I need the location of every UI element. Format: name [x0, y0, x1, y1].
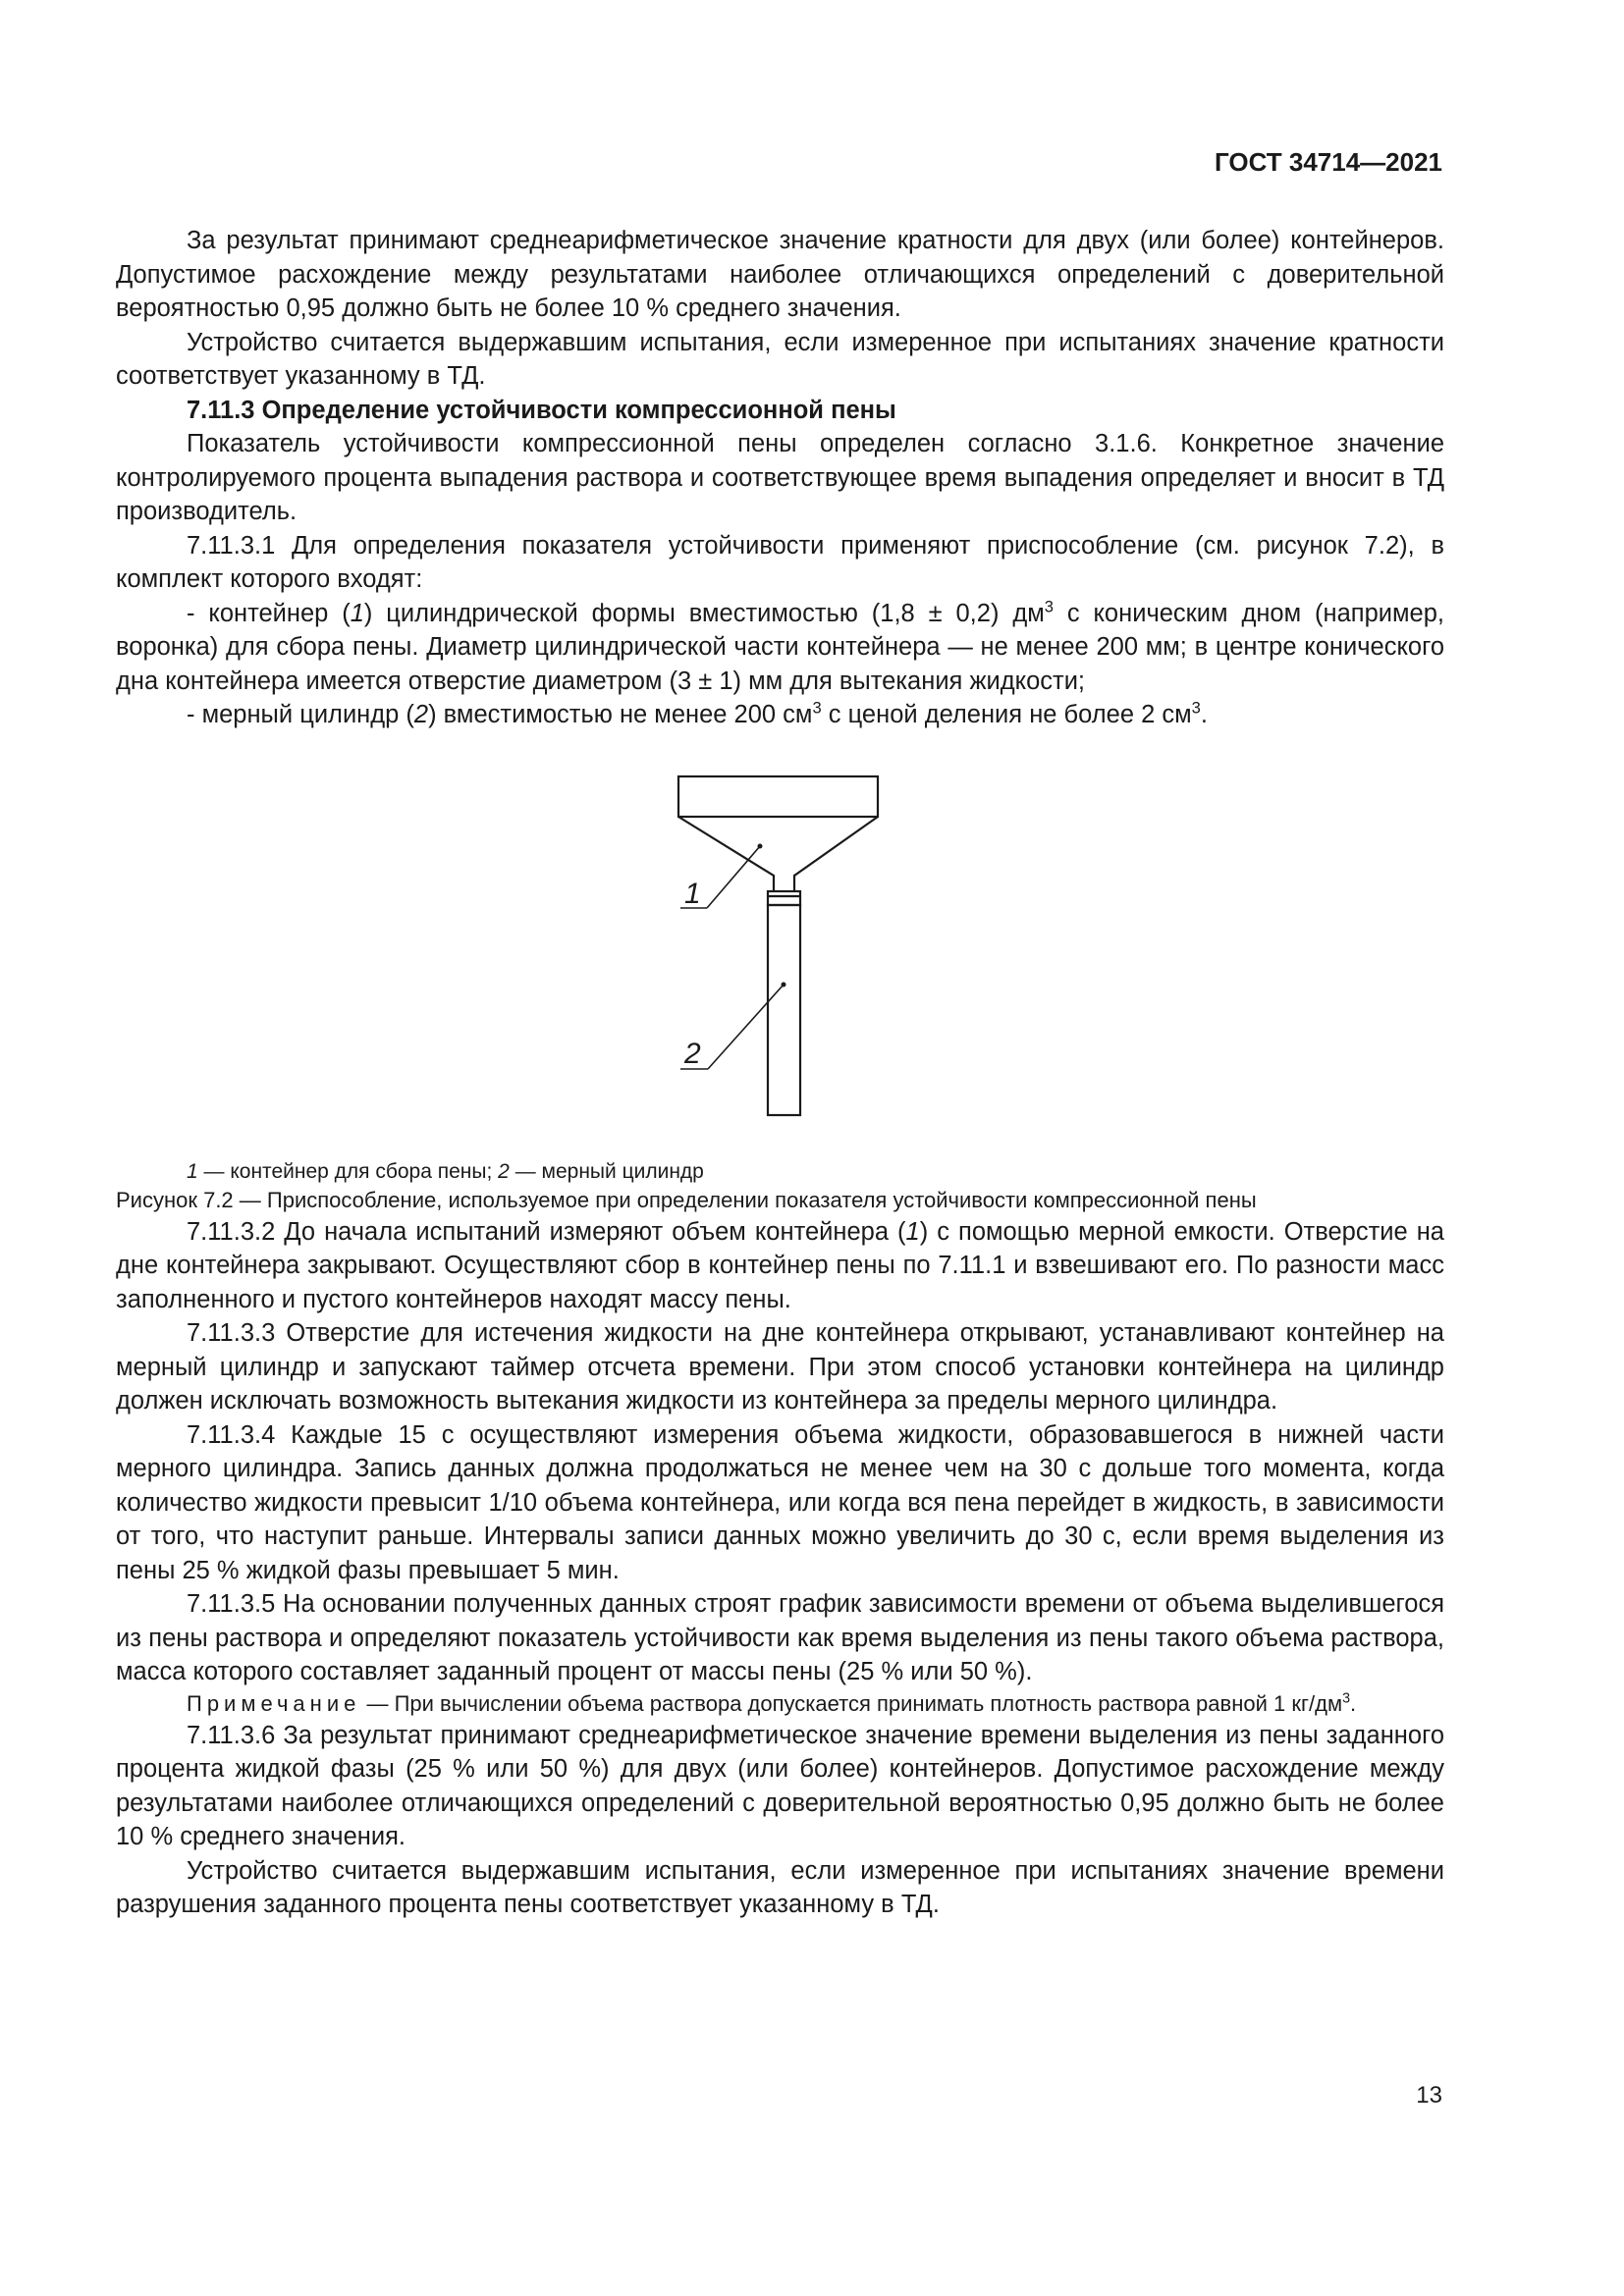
list-item-container: - контейнер (1) цилиндрической формы вместимостью (1,8 ± 0,2) $дм^3$ с коническим дном (например, воронка) для сбора пены. Диаметр цилиндрической части контейнера — не менее 200 мм; в центре конического дна контейнера имеется отверстие диаметром (3 ± 1) мм для вытекания жидкости; — [116, 597, 1444, 695]
figure-legend: 1 — контейнер для сбора пены; 2 — мерный цилиндр — [187, 1159, 704, 1183]
figure-label-1: 1 — [684, 877, 701, 910]
paragraph-stability-indicator: Показатель устойчивости компрессионной пены определен согласно 3.1.6. Конкретное значение контролируемого процента выпадения раствора и соответствующее время выпадения определяет и вносит в ТД производитель. — [116, 430, 1444, 525]
page-content — [116, 224, 1444, 1922]
measuring-cylinder — [768, 905, 800, 1115]
list-item-cylinder: - мерный цилиндр (2) вместимостью не менее 200 $см^3$ с ценой деления не более 2 $см^3$. — [187, 698, 1208, 728]
document-code: ГОСТ 34714—2021 — [1215, 147, 1442, 177]
leader-line-2 — [708, 985, 784, 1069]
paragraph-device-passed-final: Устройство считается выдержавшим испытания, если измеренное при испытаниях значение времени разрушения заданного процента пены соответствует указанному в ТД. — [116, 1856, 1444, 1918]
section-heading-7-11-3: 7.11.3 Определение устойчивости компрессионной пены — [187, 396, 896, 424]
paragraph-7-11-3-1: 7.11.3.1 Для определения показателя устойчивости применяют приспособление (см. рисунок 7.2), в комплект которого входят: — [116, 531, 1444, 593]
paragraph-7-11-3-4: 7.11.3.4 Каждые 15 с осуществляют измерения объема жидкости, образовавшегося в нижней части мерного цилиндра. Запись данных должна продолжаться не менее чем на 30 с дольше того момента, когда количество жидкости превысит 1/10 объема контейнера, или когда вся пена перейдет в жидкость, в зависимости от того, что наступит раньше. Интервалы записи данных можно увеличить до 30 с, если время выделения из пены 25 % жидкой фазы превышает 5 мин. — [116, 1420, 1444, 1584]
paragraph-7-11-3-2: 7.11.3.2 До начала испытаний измеряют объем контейнера (1) с помощью мерной емкости. Отверстие на дне контейнера закрывают. Осуществляют сбор в контейнер пены по 7.11.1 и взвешивают его. По разности масс заполненного и пустого контейнеров находят массу пены. — [116, 1217, 1444, 1313]
note-density: Примечание — При вычислении объема раствора допускается принимать плотность раствора равной 1 $кг/дм^3$. — [187, 1690, 1357, 1716]
container-cylindrical-part — [678, 776, 878, 817]
container-conical-bottom-right — [794, 817, 878, 891]
paragraph-7-11-3-5: 7.11.3.5 На основании полученных данных строят график зависимости времени от объема выделившегося из пены раствора и определяют показатель устойчивости как время выделения из пены такого объема раствора, масса которого составляет заданный процент от массы пены (25 % или 50 %). — [116, 1590, 1444, 1685]
paragraph-7-11-3-3: 7.11.3.3 Отверстие для истечения жидкости на дне контейнера открывают, устанавливают контейнер на мерный цилиндр и запускают таймер отсчета времени. При этом способ установки контейнера на цилиндр должен исключать возможность вытекания жидкости из контейнера за пределы мерного цилиндра. — [116, 1319, 1444, 1415]
figure-caption: Рисунок 7.2 — Приспособление, используемое при определении показателя устойчивости компрессионной пены — [116, 1187, 1257, 1212]
paragraph-7-11-3-6: 7.11.3.6 За результат принимают среднеарифметическое значение времени выделения из пены заданного процента жидкой фазы (25 % или 50 %) для двух (или более) контейнеров. Допустимое расхождение между результатами наиболее отличающихся определений с доверительной вероятностью 0,95 должно быть не более 10 % среднего значения. — [116, 1721, 1444, 1850]
figure-label-2: 2 — [684, 1037, 701, 1070]
figure-7-2-diagram — [116, 736, 1444, 1158]
leader-line-1 — [707, 846, 760, 908]
paragraph-device-passed: Устройство считается выдержавшим испытания, если измеренное при испытаниях значение кратности соответствует указанному в ТД. — [116, 328, 1444, 390]
cylinder-connector — [768, 891, 800, 905]
page-number: 13 — [1416, 2082, 1442, 2109]
funnel-cylinder-drawing — [116, 736, 1444, 1158]
paragraph-result-multiplicity: За результат принимают среднеарифметическое значение кратности для двух (или более) контейнеров. Допустимое расхождение между результатами наиболее отличающихся определений с доверительной вероятностью 0,95 должно быть не более 10 % среднего значения. — [116, 227, 1444, 322]
